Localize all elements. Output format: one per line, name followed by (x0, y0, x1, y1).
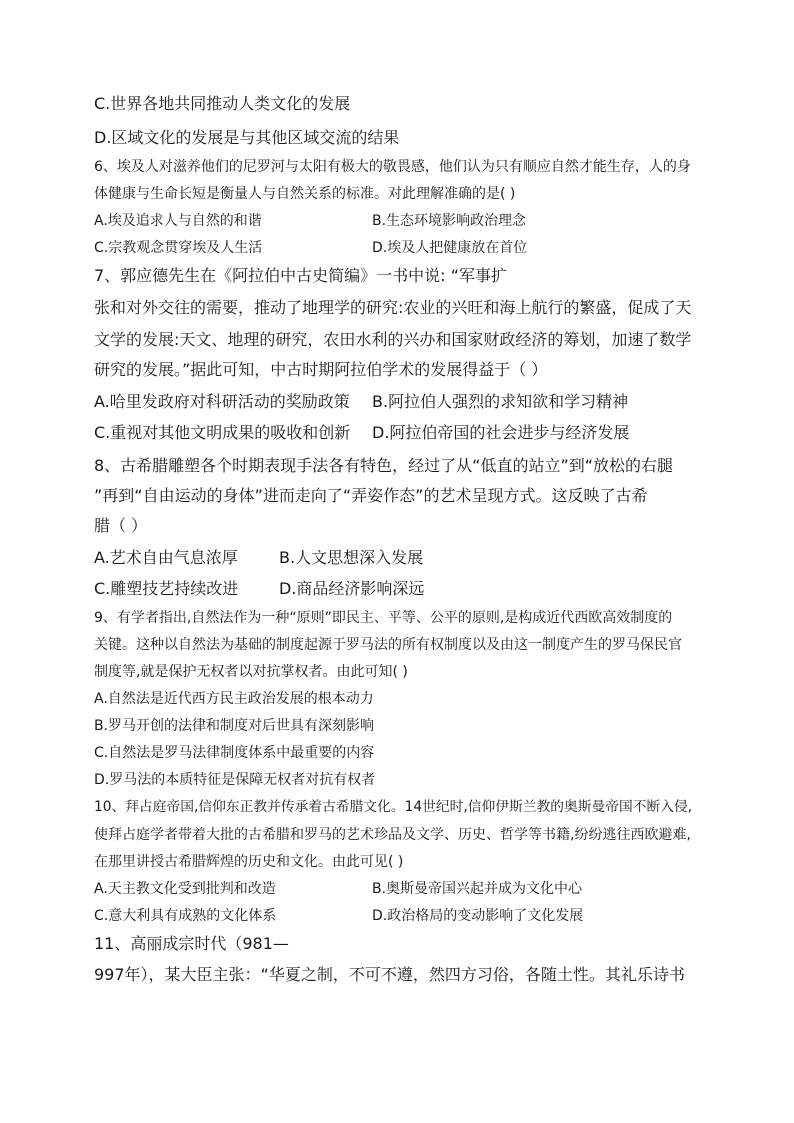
q8-stem-line1: 8、古希腊雕塑各个时期表现手法各有特色，经过了从“低直的站立”到“放松的右腿 (94, 456, 674, 475)
q9-option-b: B.罗马开创的法律和制度对后世具有深刻影响 (94, 718, 375, 734)
q6-option-a: A.埃及追求人与自然的和谐 (94, 213, 262, 229)
q8-option-b: B.人文思想深入发展 (279, 548, 424, 567)
q10-option-d: D.政治格局的变动影响了文化发展 (372, 908, 584, 924)
q7-stem-line1: 7、郭应德先生在《阿拉伯中古史简编》一书中说: “军事扩 (94, 266, 507, 285)
q7-option-a: A.哈里发政府对科研活动的奖励政策 (94, 392, 350, 411)
q7-option-d: D.阿拉伯帝国的社会进步与经济发展 (372, 423, 630, 442)
q6-option-b: B.生态环境影响政治理念 (372, 213, 527, 229)
q10-stem-line3: 在那里讲授古希腊辉煌的历史和文化。由此可见( ) (94, 854, 404, 870)
q7-stem-line2: 张和对外交往的需要，推动了地理学的研究:农业的兴旺和海上航行的繁盛，促成了天 (94, 298, 692, 317)
q6-stem-line2: 体健康与生命长短是衡量人与自然关系的标准。对此理解准确的是( ) (94, 186, 516, 202)
q6-option-d: D.埃及人把健康放在首位 (372, 240, 528, 256)
q6-stem-line1: 6、埃及人对滋养他们的尼罗河与太阳有极大的敬畏感，他们认为只有顺应自然才能生存，人的身 (94, 159, 691, 175)
q10-option-c: C.意大利具有成熟的文化体系 (94, 908, 277, 924)
q5-option-d: D.区域文化的发展是与其他区域交流的结果 (94, 128, 400, 147)
q8-option-a: A.艺术自由气息浓厚 (94, 548, 238, 567)
q10-option-a: A.天主教文化受到批判和改造 (94, 881, 276, 897)
q7-stem-line4: 研究的发展。”据此可知，中古时期阿拉伯学术的发展得益于（ ） (94, 360, 548, 379)
q6-option-c: C.宗教观念贯穿埃及人生活 (94, 240, 263, 256)
q10-stem-line1: 10、拜占庭帝国,信仰东正教并传承着古希腊文化。14世纪时,信仰伊斯兰教的奥斯曼帝国不断入侵, (94, 799, 693, 815)
q7-option-c: C.重视对其他文明成果的吸收和创新 (94, 423, 351, 442)
q9-option-d: D.罗马法的本质特征是保障无权者对抗有权者 (94, 772, 376, 788)
q9-stem-line2: 关键。这种以自然法为基础的制度起源于罗马法的所有权制度以及由这一制度产生的罗马保民官 (94, 637, 682, 653)
q10-stem-line2: 使拜占庭学者带着大批的古希腊和罗马的艺术珍品及文学、历史、哲学等书籍,纷纷逃往西欧避难, (94, 827, 691, 843)
q5-option-c: C.世界各地共同推动人类文化的发展 (94, 94, 351, 113)
q9-option-c: C.自然法是罗马法律制度体系中最重要的内容 (94, 745, 375, 761)
q11-stem-line1: 11、高丽成宗时代（981— (94, 934, 289, 953)
q10-option-b: B.奥斯曼帝国兴起并成为文化中心 (372, 881, 583, 897)
q8-option-c: C.雕塑技艺持续改进 (94, 579, 239, 598)
q8-option-d: D.商品经济影响深远 (279, 579, 425, 598)
q8-stem-line2: ”再到“自由运动的身体”进而走向了“弄姿作态”的艺术呈现方式。这反映了古希 (94, 486, 648, 505)
q9-stem-line1: 9、有学者指出,自然法作为一种“原则”即民主、平等、公平的原则,是构成近代西欧高效制度的 (94, 610, 673, 626)
q11-stem-line2: 997年），某大臣主张：“华夏之制，不可不遵，然四方习俗，各随土性。其礼乐诗书 (94, 965, 685, 984)
q8-stem-line3: 腊（ ） (94, 516, 148, 535)
q9-stem-line3: 制度等,就是保护无权者以对抗掌权者。由此可知( ) (94, 664, 408, 680)
q9-option-a: A.自然法是近代西方民主政治发展的根本动力 (94, 691, 374, 707)
q7-stem-line3: 文学的发展:天文、地理的研究，农田水利的兴办和国家财政经济的筹划，加速了数学 (94, 330, 692, 349)
q7-option-b: B.阿拉伯人强烈的求知欲和学习精神 (372, 392, 629, 411)
